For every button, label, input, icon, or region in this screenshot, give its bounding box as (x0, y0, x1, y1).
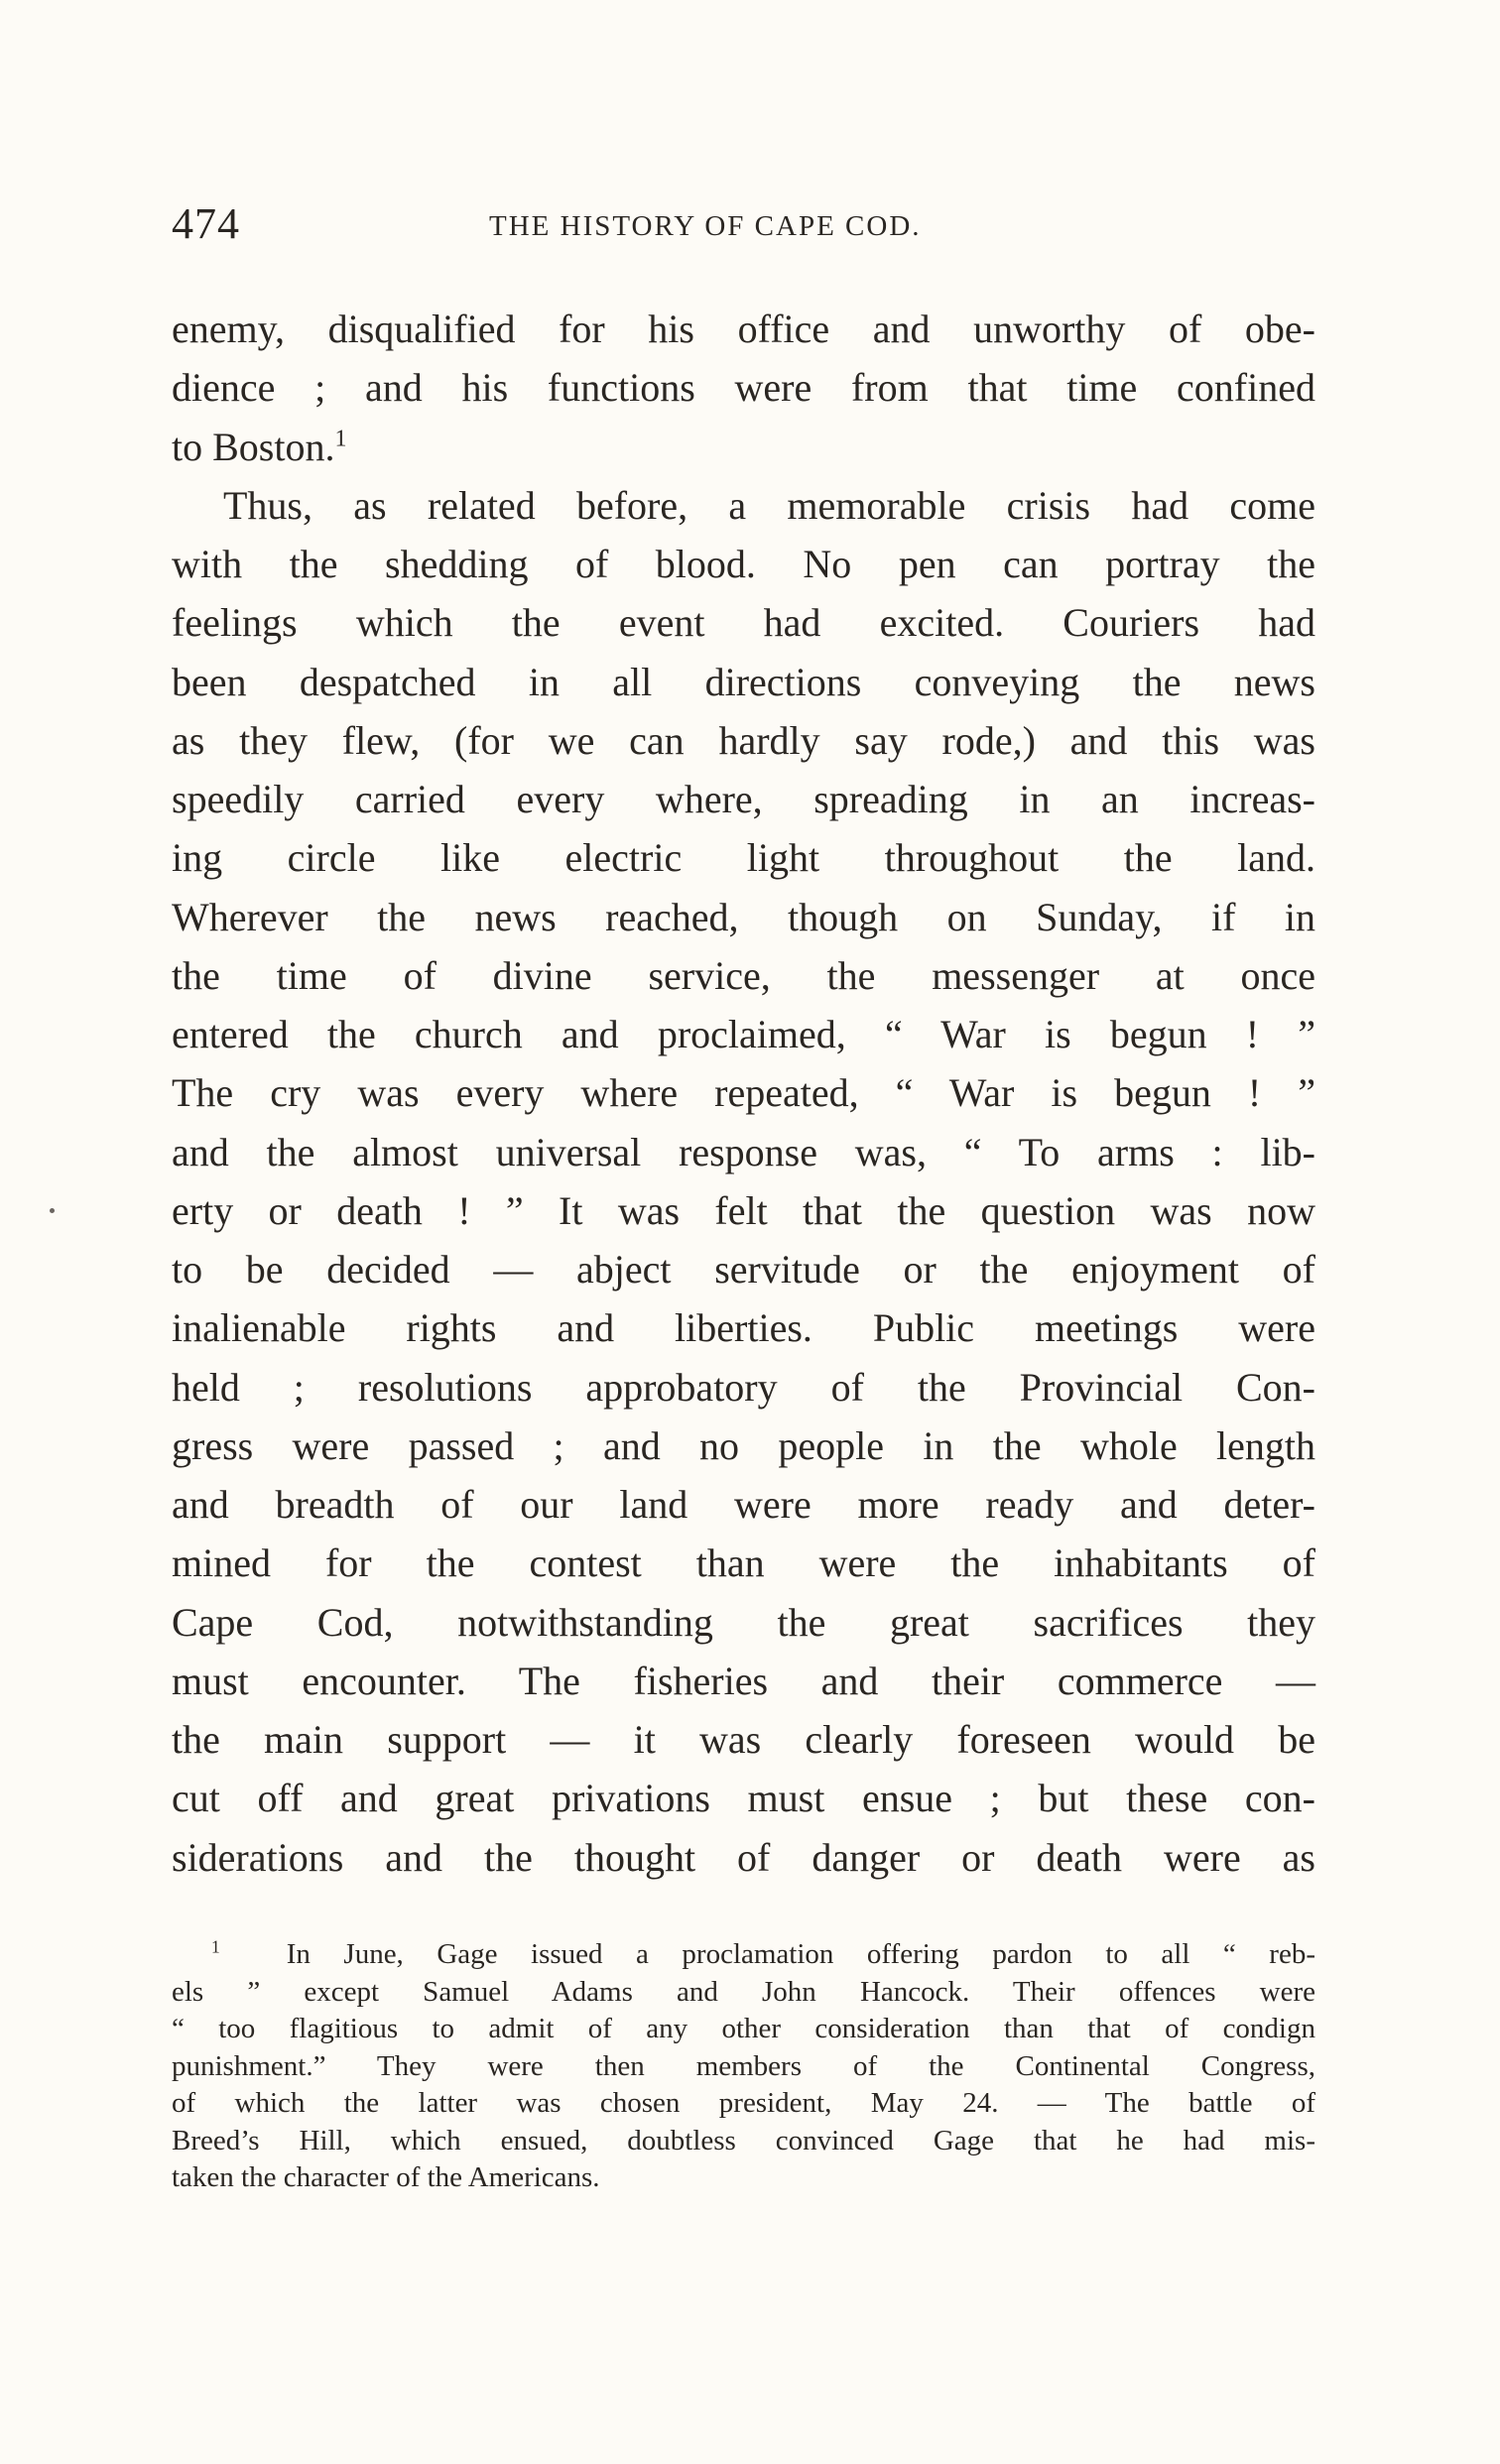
footnote-line (172, 1936, 1315, 1974)
page-number: 474 (172, 199, 240, 248)
body-text (172, 300, 1315, 1887)
footnote-line: Breed’s Hill, which ensued, doubtless convinced Gage that he had mis- (172, 2124, 1315, 2156)
body-line: cut off and great privations must ensue ; but these con- (172, 1776, 1315, 1821)
body-line-text: to Boston. (172, 424, 335, 469)
body-line: speedily carried every where, spreading in an increas- (172, 777, 1315, 821)
running-head: THE HISTORY OF CAPE COD. (489, 210, 922, 242)
body-line: and the almost universal response was, “ To arms : lib- (172, 1129, 1315, 1174)
footnote-line: “ too flagitious to admit of any other consideration than that of condign (172, 2013, 1315, 2044)
body-line: enemy, disqualified for his office and unworthy of obe- (172, 307, 1315, 351)
footnotes (172, 1936, 1315, 2197)
body-line: erty or death ! ” It was felt that the question was now (172, 1187, 1315, 1233)
body-line: Cape Cod, notwithstanding the great sacrifices they (172, 1599, 1315, 1645)
body-line: dience ; and his functions were from that time confined (172, 365, 1315, 411)
body-line: and breadth of our land were more ready and deter- (172, 1482, 1315, 1527)
body-line (172, 418, 1315, 476)
body-line: inalienable rights and liberties. Public meetings were (172, 1305, 1315, 1351)
body-line: with the shedding of blood. No pen can portray the (172, 542, 1315, 586)
body-line: as they flew, (for we can hardly say rode,) and this was (172, 717, 1315, 763)
body-line: siderations and the thought of danger or death were as (172, 1834, 1315, 1880)
footnote-line-text: In June, Gage issued a proclamation offering pardon to all “ reb- (286, 1938, 1315, 1970)
body-line: entered the church and proclaimed, “ War is begun ! ” (172, 1012, 1315, 1056)
body-line: been despatched in all directions conveying the news (172, 659, 1315, 704)
footnote-line: taken the character of the Americans. (172, 2161, 600, 2193)
body-line: Wherever the news reached, though on Sunday, if in (172, 894, 1315, 939)
body-line: must encounter. The fisheries and their commerce — (172, 1658, 1315, 1703)
page-header (172, 198, 1312, 258)
body-line: gress were passed ; and no people in the whole length (172, 1422, 1315, 1468)
stray-ink-mark (50, 1208, 55, 1213)
footnote-reference: 1 (334, 426, 347, 452)
body-line: the time of divine service, the messenger at once (172, 952, 1315, 998)
body-line: to be decided — abject servitude or the enjoyment of (172, 1247, 1315, 1292)
body-line: mined for the contest than were the inhabitants of (172, 1540, 1315, 1586)
body-line: ing circle like electric light throughout the land. (172, 835, 1315, 881)
body-line: Thus, as related before, a memorable crisis had come (223, 482, 1315, 528)
footnote-line: els ” except Samuel Adams and John Hancock. Their offences were (172, 1975, 1315, 2008)
footnote-line: of which the latter was chosen president, May 24. — The battle of (172, 2087, 1315, 2119)
body-line: feelings which the event had excited. Couriers had (172, 600, 1315, 646)
body-line: the main support — it was clearly foreseen would be (172, 1717, 1315, 1762)
body-line: held ; resolutions approbatory of the Provincial Con- (172, 1364, 1315, 1410)
body-line: The cry was every where repeated, “ War is begun ! ” (172, 1070, 1315, 1116)
footnote-line: punishment.” They were then members of the Continental Congress, (172, 2049, 1315, 2082)
footnote-marker: 1 (211, 1936, 220, 1957)
